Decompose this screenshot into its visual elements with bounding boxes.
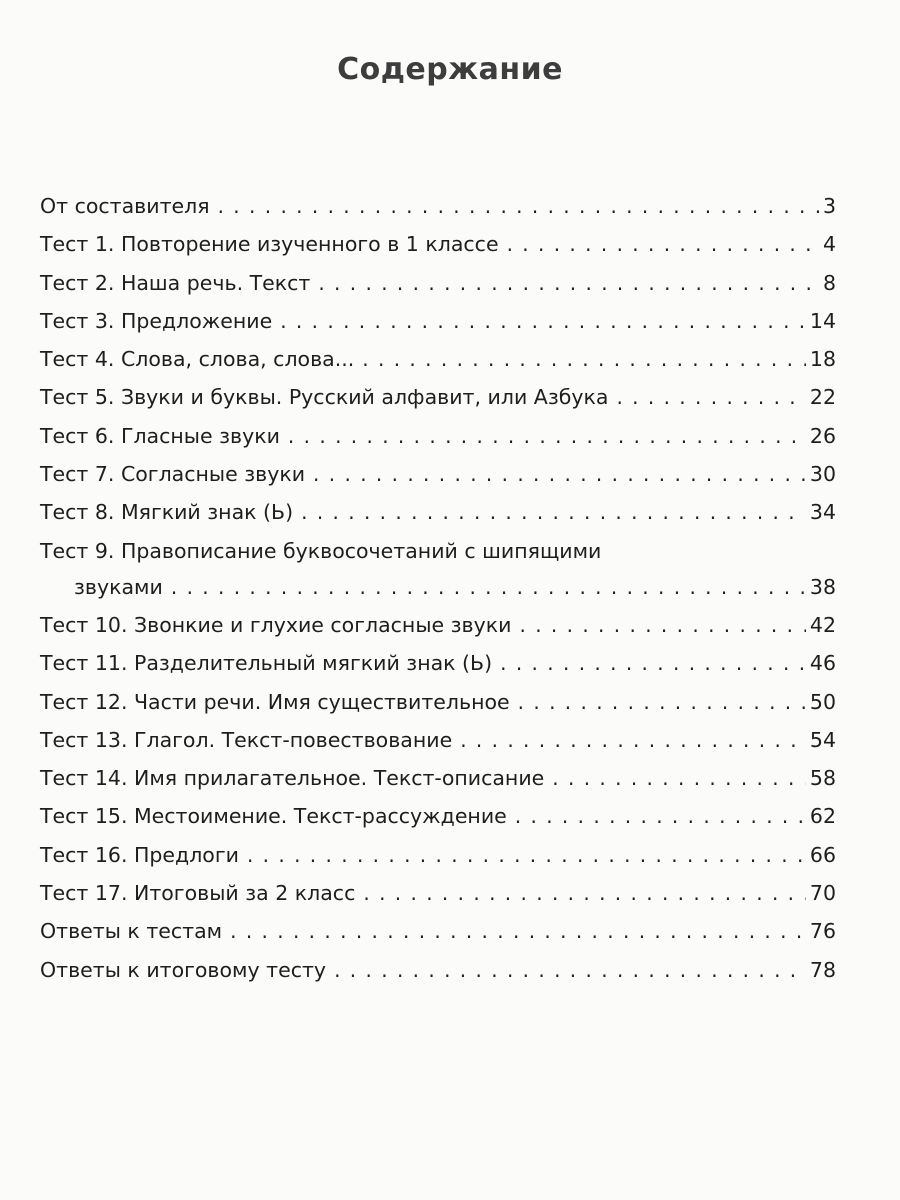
toc-entry (40, 270, 836, 296)
toc-entry (40, 384, 836, 410)
toc-entry-page: 26 (809, 423, 836, 448)
toc-entry-title: Тест 17. Итоговый за 2 класс (40, 881, 356, 906)
toc-entry-title: От составителя (40, 194, 210, 218)
toc-entry-page: 54 (809, 727, 836, 752)
toc-entry-page: 76 (809, 919, 836, 944)
toc-entry (40, 727, 836, 753)
toc-entry-page: 30 (809, 462, 836, 487)
toc-entry-title: Тест 7. Согласные звуки (40, 462, 306, 487)
leader-dots (280, 308, 806, 334)
toc-entry (40, 842, 836, 868)
toc-entry-title: Тест 9. Правописание буквосочетаний с шипящими (40, 538, 602, 563)
toc-entry-page: 34 (809, 500, 836, 525)
toc-entry (40, 765, 836, 791)
toc-entry (40, 231, 836, 257)
toc-entry-title: Тест 3. Предложение (40, 308, 273, 333)
toc-entry-page: 22 (809, 385, 836, 410)
toc-entry-page: 18 (809, 347, 836, 372)
leader-dots (515, 803, 806, 829)
toc-entry-title: Тест 2. Наша речь. Текст (40, 270, 311, 295)
toc-entry-title: Тест 15. Местоимение. Текст-рассуждение (40, 804, 507, 829)
toc-entry-title: Тест 16. Предлоги (40, 842, 239, 867)
leader-dots (318, 270, 819, 296)
leader-dots (519, 612, 805, 638)
leader-dots (500, 650, 806, 676)
toc-entry-title: Тест 10. Звонкие и глухие согласные звуки (40, 612, 512, 637)
toc-entry-page: 42 (809, 612, 836, 637)
toc-entry-title: Тест 1. Повторение изученного в 1 классе (40, 232, 499, 257)
leader-dots (313, 461, 806, 487)
leader-dots (552, 765, 806, 791)
toc-entry-page: 8 (822, 270, 836, 295)
toc-entry-title: Тест 4. Слова, слова, слова... (40, 347, 355, 372)
leader-dots (334, 957, 806, 983)
toc-entry-page: 46 (809, 651, 836, 676)
table-of-contents (40, 193, 836, 995)
leader-dots (363, 880, 806, 906)
page-title: Содержание (337, 52, 563, 87)
toc-entry-page: 50 (809, 689, 836, 714)
toc-entry (40, 957, 836, 983)
leader-dots (518, 689, 806, 715)
toc-entry-title: Тест 13. Глагол. Текст-повествование (40, 727, 453, 752)
toc-entry (40, 461, 836, 487)
toc-entry-page: 78 (809, 957, 836, 982)
toc-entry (40, 689, 836, 715)
toc-entry-page: 14 (809, 308, 836, 333)
leader-dots (616, 384, 805, 410)
toc-entry (40, 918, 836, 944)
toc-entry-page: 3 (822, 194, 836, 218)
toc-entry-page: 70 (809, 881, 836, 906)
toc-entry-title: Ответы к тестам (40, 919, 223, 944)
toc-entry (40, 423, 836, 449)
leader-dots (288, 423, 806, 449)
toc-entry-page: 4 (822, 232, 836, 257)
toc-entry-page: 38 (809, 574, 836, 599)
leader-dots (230, 918, 806, 944)
toc-entry-title: Тест 5. Звуки и буквы. Русский алфавит, или Азбука (40, 385, 609, 410)
toc-entry-title: Тест 12. Части речи. Имя существительное (40, 689, 510, 714)
toc-entry (40, 308, 836, 334)
toc-entry-title: Тест 11. Разделительный мягкий знак (Ь) (40, 651, 493, 676)
leader-dots (171, 574, 806, 600)
toc-entry (40, 538, 836, 600)
leader-dots (460, 727, 806, 753)
toc-entry-title: Тест 14. Имя прилагательное. Текст-описание (40, 766, 545, 791)
leader-dots (218, 193, 819, 219)
toc-entry (40, 650, 836, 676)
leader-dots (362, 346, 806, 372)
toc-entry-page: 58 (809, 766, 836, 791)
toc-entry-title: Тест 8. Мягкий знак (Ь) (40, 500, 294, 525)
toc-entry-page: 62 (809, 804, 836, 829)
toc-entry-title: Тест 6. Гласные звуки (40, 423, 280, 448)
toc-entry-page: 66 (809, 842, 836, 867)
toc-entry (40, 803, 836, 829)
toc-entry (40, 346, 836, 372)
toc-entry-title-continued: звуками (74, 574, 163, 599)
toc-entry (40, 499, 836, 525)
leader-dots (301, 499, 806, 525)
toc-entry-title: Ответы к итоговому тесту (40, 957, 327, 982)
toc-entry (40, 612, 836, 638)
toc-entry (40, 880, 836, 906)
toc-entry (40, 193, 836, 219)
leader-dots (247, 842, 806, 868)
leader-dots (507, 231, 819, 257)
